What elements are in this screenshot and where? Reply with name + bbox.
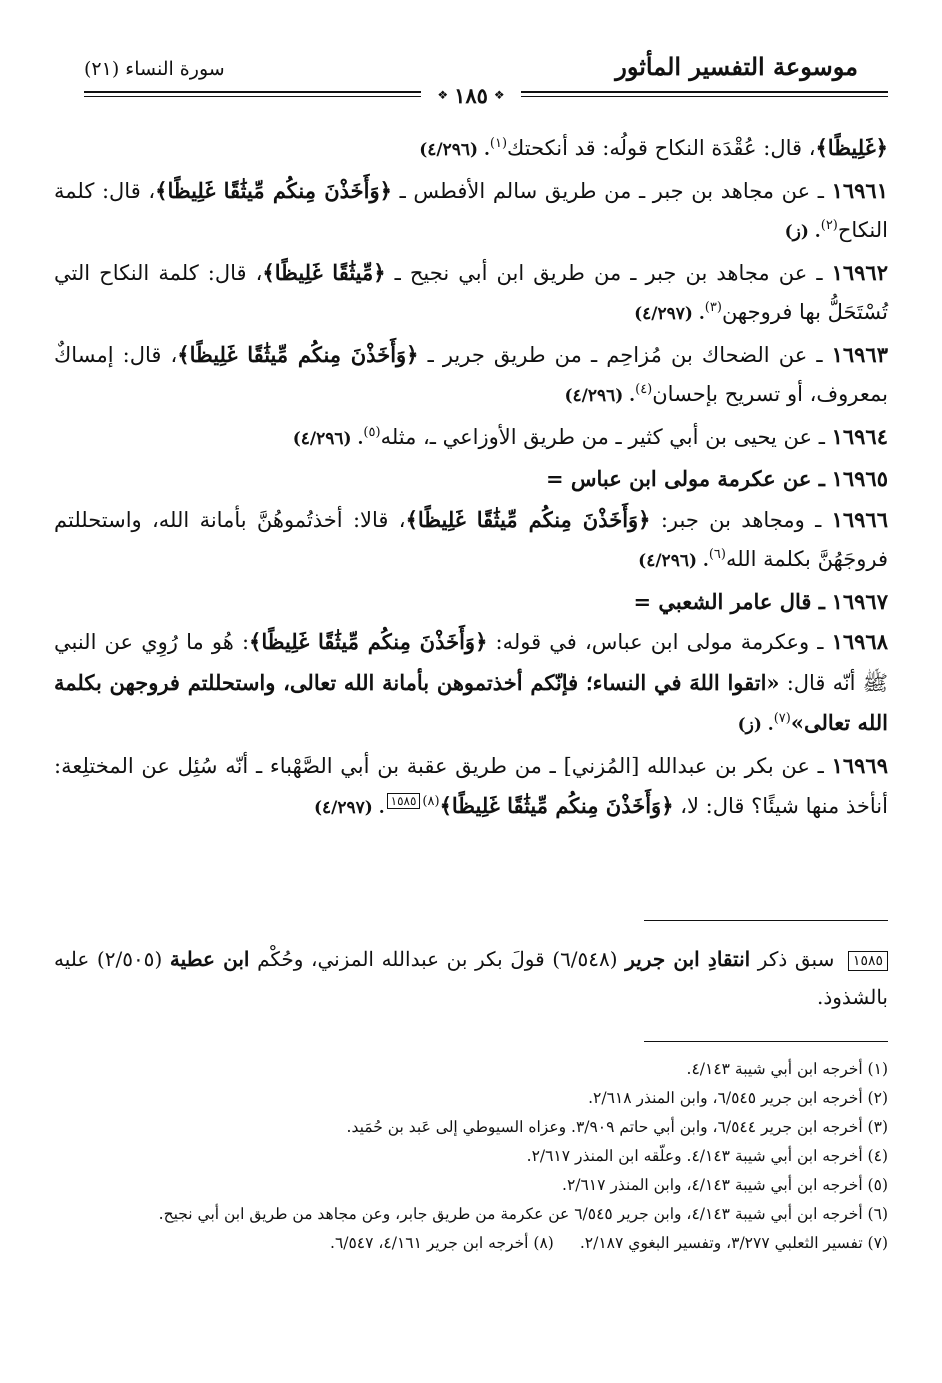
entry-16964	[54, 417, 888, 460]
entry-text: ، قالا: أخذتُموهُنَّ بأمانة الله، واستحللتم فروجَهُنَّ بكلمة الله	[54, 507, 888, 571]
entry-16965	[54, 459, 888, 500]
running-head-book-title: موسوعة التفسير المأثور	[615, 52, 858, 81]
footnote-3: (٣) أخرجه ابن جرير ٦/٥٤٤، وابن أبي حاتم ٣/٩٠٩. وعزاه السيوطي إلى عَبد بن حُمَيد.	[346, 1118, 888, 1136]
page-number: ١٨٥	[454, 82, 488, 108]
entry-continuation	[54, 128, 888, 171]
hadith-text: «اتقوا اللهَ في النساء؛ فإنّكم أخذتموهن بأمانة الله تعالى، واستحللتم فروجهن بكلمة الله تعالى»	[54, 669, 888, 735]
quran-quote: ﴿وَأَخَذْنَ مِنكُم مِّيثَٰقًا غَلِيظًا﴾	[249, 629, 488, 654]
quran-quote: ﴿غَلِيظًا﴾	[815, 135, 888, 160]
commentary-separator	[644, 920, 888, 921]
entry-16961	[54, 171, 888, 253]
commentary-text: سبق ذكر	[757, 947, 835, 971]
footnote-marker: (٧)	[773, 711, 791, 726]
footnote-2: (٢) أخرجه ابن جرير ٦/٥٤٥، وابن المنذر ٢/٦١٨.	[588, 1089, 888, 1107]
entry-16967	[54, 582, 888, 623]
footnote-marker: (١)	[489, 136, 508, 151]
source-ref: . (٤/٢٩٦)	[638, 551, 709, 571]
entry-narrator: ـ عن مجاهد بن جبر ـ من طريق سالم الأفطس ـ	[399, 178, 824, 203]
commentary-text: (٦/٥٤٨) قولَ بكر بن عبدالله المزني، وحُكْم	[257, 947, 618, 971]
entry-number: ١٦٩٦٩	[831, 752, 888, 778]
footnote-marker: (٢)	[820, 218, 838, 233]
entry-16966	[54, 500, 888, 582]
entry-number: ١٦٩٦٥	[831, 466, 888, 491]
source-ref: . (٤/٢٩٧)	[634, 304, 705, 324]
entry-narrator: ـ عن يحيى بن أبي كثير ـ من طريق الأوزاعي ـ، مثله	[380, 424, 825, 449]
source-ref: . (٤/٢٩٦)	[564, 386, 636, 406]
footnote-marker: (٤)	[635, 382, 653, 397]
footnotes	[54, 1055, 888, 1258]
footnote-marker: (٣)	[704, 300, 722, 315]
entry-text: ، قال: إمساكٌ بمعروف، أو تسريح بإحسان	[54, 342, 888, 406]
commentary-bold: انتقادِ ابن جرير	[625, 947, 751, 971]
footnote-7: (٧) تفسير الثعلبي ٣/٢٧٧، وتفسير البغوي ٢/١٨٧.	[579, 1234, 888, 1252]
entry-text: : هُو ما رُوِي عن النبي ﷺ أنّه قال:	[54, 630, 888, 695]
footnote-marker: (٨)	[422, 794, 440, 809]
commentary-note	[54, 940, 888, 1016]
entry-number: ١٦٩٦٧	[831, 588, 888, 614]
entry-number: ١٦٩٦٤	[831, 423, 888, 449]
entry-narrator: ـ عن عكرمة مولى ابن عباس =	[545, 466, 825, 491]
footnote-6: (٦) أخرجه ابن أبي شيبة ٤/١٤٣، وابن جرير ٦/٥٤٥ عن عكرمة من طريق جابر، وعن مجاهد من طريق ابن أبي نجيح.	[158, 1205, 888, 1223]
entry-text: ، قال: كلمة النكاح التي تُسْتَحَلُّ بها فروجهن	[54, 260, 888, 324]
commentary-reference-box: ١٥٨٥	[387, 793, 421, 809]
entry-narrator: ـ ومجاهد بن جبر:	[660, 507, 822, 532]
footnote-separator	[644, 1041, 888, 1042]
footnote-7-8	[54, 1229, 888, 1258]
commentary-text: (٢/٥٠٥) عليه بالشذوذ.	[54, 947, 888, 1009]
entry-narrator: ـ عن بكر بن عبدالله [المُزني] ـ من طريق عقبة بن أبي الصَّهْباء ـ أنّه سُئِل عن المختلِعة: أنأخذ منها شيئًا؟ قال: لا،	[54, 753, 888, 818]
quran-quote: ﴿وَأَخَذْنَ مِنكُم مِّيثَٰقًا غَلِيظًا﴾	[155, 177, 392, 203]
source-ref: . (٤/٢٩٦)	[292, 428, 364, 449]
footnote-marker: (٥)	[363, 424, 381, 440]
ornament-icon: ❖	[493, 88, 505, 102]
footnote-1: (١) أخرجه ابن أبي شيبة ٤/١٤٣.	[686, 1060, 888, 1078]
running-head-surah: سورة النساء (٢١)	[84, 58, 225, 80]
entry-number: ١٦٩٦٨	[831, 629, 888, 654]
entry-narrator: ـ عن الضحاك بن مُزاحِم ـ من طريق جرير ـ	[427, 342, 823, 367]
entry-number: ١٦٩٦٦	[831, 506, 888, 532]
footnote-marker: (٦)	[708, 547, 726, 562]
footnote-4: (٤) أخرجه ابن أبي شيبة ٤/١٤٣. وعلّقه ابن المنذر ٢/٦١٧.	[526, 1147, 888, 1165]
entry-text: ، قال: كلمة النكاح	[54, 178, 888, 242]
entry-text: ، قال: عُقْدَة النكاح قولُه: قد أنكحتك	[507, 136, 816, 160]
main-text	[54, 128, 888, 829]
commentary-number-box: ١٥٨٥	[848, 951, 888, 971]
quran-quote: ﴿وَأَخَذْنَ مِنكُم مِّيثَٰقًا غَلِيظًا﴾	[439, 793, 674, 818]
entry-narrator: ـ عن مجاهد بن جبر ـ من طريق ابن أبي نجيح ـ	[394, 260, 823, 285]
quran-quote: ﴿وَأَخَذْنَ مِنكُم مِّيثَٰقًا غَلِيظًا﴾	[405, 506, 651, 532]
entry-narrator: ـ وعكرمة مولى ابن عباس، في قوله:	[495, 630, 824, 654]
quran-quote: ﴿مِّيثَٰقًا غَلِيظًا﴾	[262, 259, 386, 285]
footnote-5: (٥) أخرجه ابن أبي شيبة ٤/١٤٣، وابن المنذر ٢/٦١٧.	[562, 1176, 888, 1194]
quran-quote: ﴿وَأَخَذْنَ مِنكُم مِّيثَٰقًا غَلِيظًا﴾	[177, 341, 419, 367]
commentary-bold: ابن عطية	[169, 947, 250, 971]
entry-number: ١٦٩٦١	[831, 177, 888, 203]
entry-16963	[54, 335, 888, 417]
entry-16968	[54, 622, 888, 746]
entry-number: ١٦٩٦٣	[831, 341, 888, 367]
entry-number: ١٦٩٦٢	[831, 259, 888, 285]
entry-16969	[54, 746, 888, 829]
source-ref: . (ز)	[737, 715, 774, 735]
entry-narrator: ـ قال عامر الشعبي =	[633, 588, 825, 614]
ornament-icon: ❖	[437, 88, 449, 102]
footnote-8: (٨) أخرجه ابن جرير ٤/١٦١، ٦/٥٤٧.	[330, 1234, 554, 1252]
source-ref: . (٤/٢٩٦)	[419, 140, 490, 160]
page-number-box	[421, 80, 521, 110]
entry-16962	[54, 253, 888, 335]
source-ref: . (٤/٢٩٧)	[313, 798, 385, 818]
source-ref: . (ز)	[784, 222, 821, 242]
